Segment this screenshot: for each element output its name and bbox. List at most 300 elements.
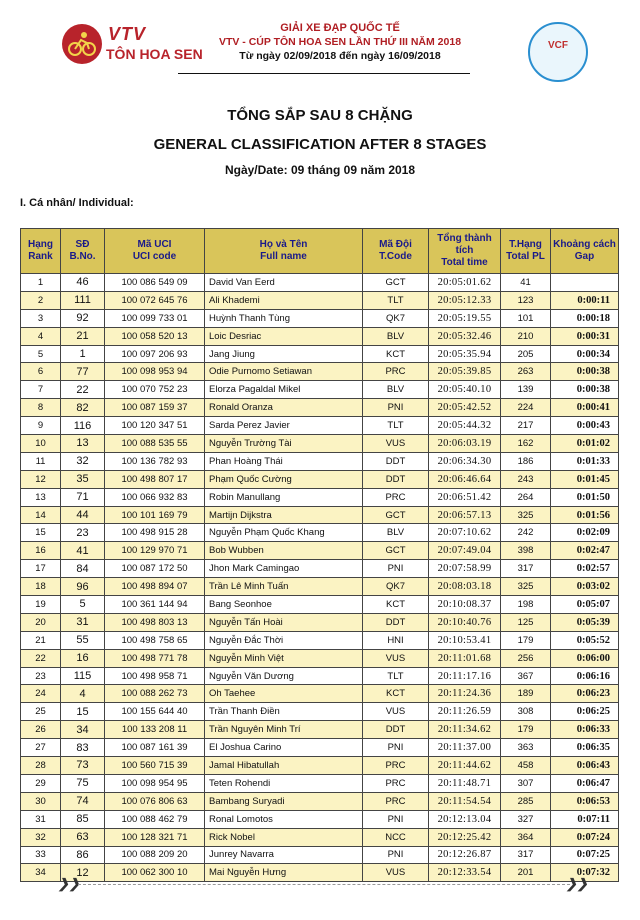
total-time-cell: 20:11:01.68 [429,649,501,667]
table-row [21,864,619,882]
classification-table [20,228,619,882]
gap-cell: 0:06:16 [551,667,619,685]
rank-cell: 10 [21,435,61,453]
gap-cell: 0:05:39 [551,613,619,631]
team-code-cell: PRC [363,363,429,381]
vcf-cycling-federation-icon [528,22,588,82]
column-header [61,229,105,274]
cyclist-logo-icon [62,24,102,64]
total-points-cell: 317 [501,560,551,578]
uci-code-cell: 100 087 161 39 [105,739,205,757]
bib-cell: 73 [61,757,105,775]
total-points-cell: 243 [501,470,551,488]
vcf-logo-text: VCF [548,40,568,51]
rank-cell: 7 [21,381,61,399]
uci-code-cell: 100 088 262 73 [105,685,205,703]
team-code-cell: PRC [363,488,429,506]
total-time-cell: 20:11:48.71 [429,774,501,792]
total-points-cell: 179 [501,721,551,739]
table-row [21,488,619,506]
total-time-cell: 20:06:34.30 [429,452,501,470]
column-header-sublabel: B.No. [69,251,96,262]
team-code-cell: NCC [363,828,429,846]
column-header-sublabel: Total PL [506,251,545,262]
team-code-cell: DDT [363,613,429,631]
team-code-cell: KCT [363,345,429,363]
bib-cell: 86 [61,846,105,864]
total-time-cell: 20:10:53.41 [429,631,501,649]
column-header-label: Mã Đội [379,239,412,250]
bib-cell: 35 [61,470,105,488]
rider-name-cell: Rick Nobel [205,828,363,846]
bib-cell: 84 [61,560,105,578]
uci-code-cell: 100 129 970 71 [105,542,205,560]
rider-name-cell: Jhon Mark Camingao [205,560,363,578]
total-points-cell: 205 [501,345,551,363]
uci-code-cell: 100 072 645 76 [105,291,205,309]
gap-cell: 0:01:02 [551,435,619,453]
total-time-cell: 20:06:46.64 [429,470,501,488]
column-header-sublabel: Rank [28,251,53,262]
rider-name-cell: El Joshua Carino [205,739,363,757]
rider-name-cell: Trần Nguyên Minh Trí [205,721,363,739]
rank-cell: 13 [21,488,61,506]
bib-cell: 92 [61,309,105,327]
team-code-cell: HNI [363,631,429,649]
total-points-cell: 327 [501,810,551,828]
gap-cell: 0:07:25 [551,846,619,864]
column-header [21,229,61,274]
rank-cell: 22 [21,649,61,667]
rank-cell: 19 [21,596,61,614]
table-row [21,399,619,417]
column-header [551,229,619,274]
gap-cell: 0:07:32 [551,864,619,882]
table-row [21,291,619,309]
team-code-cell: QK7 [363,309,429,327]
column-header-label: Mã UCI [137,239,172,250]
team-code-cell: VUS [363,649,429,667]
total-time-cell: 20:12:25.42 [429,828,501,846]
rank-cell: 15 [21,524,61,542]
total-points-cell: 123 [501,291,551,309]
total-points-cell: 317 [501,846,551,864]
table-row [21,757,619,775]
total-time-cell: 20:11:37.00 [429,739,501,757]
table-row [21,846,619,864]
total-points-cell: 198 [501,596,551,614]
bib-cell: 16 [61,649,105,667]
bib-cell: 1 [61,345,105,363]
race-dates: Từ ngày 02/09/2018 đến ngày 16/09/2018 [239,50,441,62]
rank-cell: 33 [21,846,61,864]
rank-cell: 2 [21,291,61,309]
uci-code-cell: 100 133 208 11 [105,721,205,739]
team-code-cell: GCT [363,506,429,524]
column-header-sublabel: Full name [260,251,307,262]
team-code-cell: DDT [363,452,429,470]
total-points-cell: 242 [501,524,551,542]
gap-cell: 0:06:47 [551,774,619,792]
team-code-cell: KCT [363,685,429,703]
rider-name-cell: Teten Rohendi [205,774,363,792]
column-header-label: SĐ [75,239,90,250]
gap-cell [551,274,619,292]
bib-cell: 85 [61,810,105,828]
bib-cell: 13 [61,435,105,453]
column-header-label: Hạng [28,239,53,250]
uci-code-cell: 100 097 206 93 [105,345,205,363]
table-row [21,667,619,685]
gap-cell: 0:02:57 [551,560,619,578]
column-header-label: T.Hạng [509,239,542,250]
table-row [21,649,619,667]
column-header [105,229,205,274]
uci-code-cell: 100 498 915 28 [105,524,205,542]
vtv-brand-text: VTV [108,24,147,44]
gap-cell: 0:07:11 [551,810,619,828]
bib-cell: 55 [61,631,105,649]
rider-name-cell: Nguyễn Minh Việt [205,649,363,667]
uci-code-cell: 100 098 953 94 [105,363,205,381]
bib-cell: 21 [61,327,105,345]
team-code-cell: DDT [363,470,429,488]
gap-cell: 0:00:38 [551,381,619,399]
gap-cell: 0:00:18 [551,309,619,327]
total-time-cell: 20:05:35.94 [429,345,501,363]
header-divider [178,73,470,74]
rider-name-cell: Nguyễn Phạm Quốc Khang [205,524,363,542]
total-points-cell: 41 [501,274,551,292]
table-row [21,327,619,345]
bib-cell: 83 [61,739,105,757]
bib-cell: 12 [61,864,105,882]
uci-code-cell: 100 088 535 55 [105,435,205,453]
gap-cell: 0:00:41 [551,399,619,417]
rider-name-cell: Nguyễn Văn Dương [205,667,363,685]
rider-name-cell: Trần Lê Minh Tuấn [205,578,363,596]
uci-code-cell: 100 086 549 09 [105,274,205,292]
gap-cell: 0:00:31 [551,327,619,345]
column-header [205,229,363,274]
rider-name-cell: Robin Manullang [205,488,363,506]
rank-cell: 18 [21,578,61,596]
race-name: GIẢI XE ĐẠP QUỐC TẾ [280,22,400,34]
rider-name-cell: Jamal Hibatullah [205,757,363,775]
gap-cell: 0:05:52 [551,631,619,649]
gap-cell: 0:06:33 [551,721,619,739]
rider-name-cell: Elorza Pagaldal Mikel [205,381,363,399]
column-header-sublabel: T.Code [379,251,412,262]
table-row [21,470,619,488]
rank-cell: 9 [21,417,61,435]
rider-name-cell: Mai Nguyễn Hưng [205,864,363,882]
bib-cell: 34 [61,721,105,739]
rider-name-cell: Nguyễn Đắc Thời [205,631,363,649]
table-row [21,435,619,453]
total-points-cell: 363 [501,739,551,757]
team-code-cell: PRC [363,792,429,810]
table-row [21,828,619,846]
bib-cell: 23 [61,524,105,542]
total-time-cell: 20:05:32.46 [429,327,501,345]
uci-code-cell: 100 498 803 13 [105,613,205,631]
rider-name-cell: Bang Seonhoe [205,596,363,614]
team-code-cell: BLV [363,524,429,542]
total-points-cell: 364 [501,828,551,846]
team-code-cell: DDT [363,721,429,739]
bib-cell: 22 [61,381,105,399]
bib-cell: 44 [61,506,105,524]
bib-cell: 116 [61,417,105,435]
rider-name-cell: Phan Hoàng Thái [205,452,363,470]
table-row [21,381,619,399]
total-points-cell: 101 [501,309,551,327]
rank-cell: 14 [21,506,61,524]
total-points-cell: 307 [501,774,551,792]
bib-cell: 82 [61,399,105,417]
bib-cell: 41 [61,542,105,560]
table-row [21,417,619,435]
rank-cell: 30 [21,792,61,810]
bib-cell: 71 [61,488,105,506]
total-points-cell: 189 [501,685,551,703]
team-code-cell: PNI [363,739,429,757]
uci-code-cell: 100 062 300 10 [105,864,205,882]
classification-date: Ngày/Date: 09 tháng 09 năm 2018 [224,163,416,177]
bib-cell: 15 [61,703,105,721]
rider-name-cell: Nguyễn Trường Tài [205,435,363,453]
total-time-cell: 20:07:10.62 [429,524,501,542]
rank-cell: 27 [21,739,61,757]
rider-name-cell: Huỳnh Thanh Tùng [205,309,363,327]
rank-cell: 21 [21,631,61,649]
uci-code-cell: 100 136 782 93 [105,452,205,470]
rank-cell: 20 [21,613,61,631]
table-row [21,309,619,327]
total-time-cell: 20:11:34.62 [429,721,501,739]
cup-name: VTV - CÚP TÔN HOA SEN LẦN THỨ III NĂM 2018 [218,36,462,48]
table-row [21,703,619,721]
total-points-cell: 125 [501,613,551,631]
table-row [21,542,619,560]
uci-code-cell: 100 498 758 65 [105,631,205,649]
rider-name-cell: Junrey Navarra [205,846,363,864]
gap-cell: 0:02:47 [551,542,619,560]
team-code-cell: PRC [363,774,429,792]
team-code-cell: TLT [363,417,429,435]
total-time-cell: 20:05:40.10 [429,381,501,399]
page-title-en: GENERAL CLASSIFICATION AFTER 8 STAGES [153,136,487,153]
total-points-cell: 186 [501,452,551,470]
table-row [21,560,619,578]
rank-cell: 4 [21,327,61,345]
total-points-cell: 458 [501,757,551,775]
table-row [21,596,619,614]
total-points-cell: 325 [501,506,551,524]
total-points-cell: 325 [501,578,551,596]
rider-name-cell: Ronal Lomotos [205,810,363,828]
uci-code-cell: 100 076 806 63 [105,792,205,810]
table-row [21,685,619,703]
total-points-cell: 217 [501,417,551,435]
total-points-cell: 210 [501,327,551,345]
table-row [21,452,619,470]
bib-cell: 31 [61,613,105,631]
bib-cell: 63 [61,828,105,846]
total-points-cell: 285 [501,792,551,810]
team-code-cell: PRC [363,757,429,775]
ton-hoa-sen-brand-text: TÔN HOA SEN [106,46,203,62]
rank-cell: 17 [21,560,61,578]
gap-cell: 0:00:11 [551,291,619,309]
total-time-cell: 20:12:26.87 [429,846,501,864]
uci-code-cell: 100 498 807 17 [105,470,205,488]
column-header [429,229,501,274]
total-time-cell: 20:06:51.42 [429,488,501,506]
page-title-vn: TỔNG SẮP SAU 8 CHẶNG [227,107,413,124]
document-header [0,0,640,80]
total-points-cell: 139 [501,381,551,399]
gap-cell: 0:02:09 [551,524,619,542]
table-body [21,274,619,882]
rank-cell: 6 [21,363,61,381]
uci-code-cell: 100 361 144 94 [105,596,205,614]
column-header-label: Họ và Tên [259,239,308,250]
total-time-cell: 20:05:42.52 [429,399,501,417]
uci-code-cell: 100 560 715 39 [105,757,205,775]
uci-code-cell: 100 098 954 95 [105,774,205,792]
total-points-cell: 224 [501,399,551,417]
total-time-cell: 20:11:17.16 [429,667,501,685]
rider-name-cell: Ali Khademi [205,291,363,309]
total-time-cell: 20:10:40.76 [429,613,501,631]
rider-name-cell: Oh Taehee [205,685,363,703]
uci-code-cell: 100 070 752 23 [105,381,205,399]
rank-cell: 29 [21,774,61,792]
gap-cell: 0:06:35 [551,739,619,757]
team-code-cell: PNI [363,846,429,864]
bib-cell: 115 [61,667,105,685]
uci-code-cell: 100 099 733 01 [105,309,205,327]
uci-code-cell: 100 066 932 83 [105,488,205,506]
bib-cell: 77 [61,363,105,381]
rider-name-cell: Nguyễn Tấn Hoài [205,613,363,631]
table-row [21,739,619,757]
uci-code-cell: 100 120 347 51 [105,417,205,435]
table-row [21,506,619,524]
gap-cell: 0:01:50 [551,488,619,506]
table-row [21,774,619,792]
gap-cell: 0:03:02 [551,578,619,596]
column-header-sublabel: UCI code [132,251,177,262]
total-points-cell: 263 [501,363,551,381]
team-code-cell: GCT [363,274,429,292]
ton-hoa-sen-logo [62,20,203,68]
uci-code-cell: 100 498 894 07 [105,578,205,596]
team-code-cell: VUS [363,435,429,453]
table-row [21,345,619,363]
table-row [21,524,619,542]
team-code-cell: GCT [363,542,429,560]
column-header-label: Khoảng cách [553,239,616,250]
team-code-cell: KCT [363,596,429,614]
rank-cell: 3 [21,309,61,327]
team-code-cell: BLV [363,327,429,345]
total-time-cell: 20:05:01.62 [429,274,501,292]
rider-name-cell: Jang Jiung [205,345,363,363]
team-code-cell: BLV [363,381,429,399]
total-points-cell: 264 [501,488,551,506]
gap-cell: 0:06:53 [551,792,619,810]
bib-cell: 75 [61,774,105,792]
rider-name-cell: Loic Desriac [205,327,363,345]
gap-cell: 0:07:24 [551,828,619,846]
total-time-cell: 20:05:19.55 [429,309,501,327]
gap-cell: 0:00:34 [551,345,619,363]
total-time-cell: 20:05:12.33 [429,291,501,309]
bib-cell: 96 [61,578,105,596]
bib-cell: 46 [61,274,105,292]
team-code-cell: PNI [363,810,429,828]
rider-name-cell: Odie Purnomo Setiawan [205,363,363,381]
uci-code-cell: 100 088 462 79 [105,810,205,828]
column-header-sublabel: Gap [574,251,595,262]
gap-cell: 0:01:33 [551,452,619,470]
uci-code-cell: 100 058 520 13 [105,327,205,345]
rider-name-cell: David Van Eerd [205,274,363,292]
rank-cell: 12 [21,470,61,488]
uci-code-cell: 100 128 321 71 [105,828,205,846]
table-row [21,613,619,631]
rider-name-cell: Trần Thanh Điền [205,703,363,721]
team-code-cell: TLT [363,291,429,309]
table-row [21,578,619,596]
uci-code-cell: 100 088 209 20 [105,846,205,864]
rank-cell: 25 [21,703,61,721]
gap-cell: 0:06:25 [551,703,619,721]
team-code-cell: VUS [363,864,429,882]
right-flourish-icon: ❯❯ [566,876,588,891]
team-code-cell: PNI [363,560,429,578]
table-row [21,810,619,828]
gap-cell: 0:06:00 [551,649,619,667]
rider-name-cell: Sarda Perez Javier [205,417,363,435]
column-header-sublabel: Total time [441,257,488,268]
total-points-cell: 162 [501,435,551,453]
rank-cell: 1 [21,274,61,292]
total-time-cell: 20:11:26.59 [429,703,501,721]
column-header-label: Tổng thành tích [437,233,492,256]
total-time-cell: 20:06:57.13 [429,506,501,524]
gap-cell: 0:00:43 [551,417,619,435]
rider-name-cell: Phạm Quốc Cường [205,470,363,488]
rank-cell: 11 [21,452,61,470]
bib-cell: 74 [61,792,105,810]
total-time-cell: 20:06:03.19 [429,435,501,453]
gap-cell: 0:01:45 [551,470,619,488]
total-points-cell: 179 [501,631,551,649]
total-points-cell: 201 [501,864,551,882]
total-time-cell: 20:11:24.36 [429,685,501,703]
table-row [21,274,619,292]
bib-cell: 4 [61,685,105,703]
total-points-cell: 398 [501,542,551,560]
table-row [21,721,619,739]
total-time-cell: 20:07:49.04 [429,542,501,560]
table-row [21,792,619,810]
rank-cell: 16 [21,542,61,560]
